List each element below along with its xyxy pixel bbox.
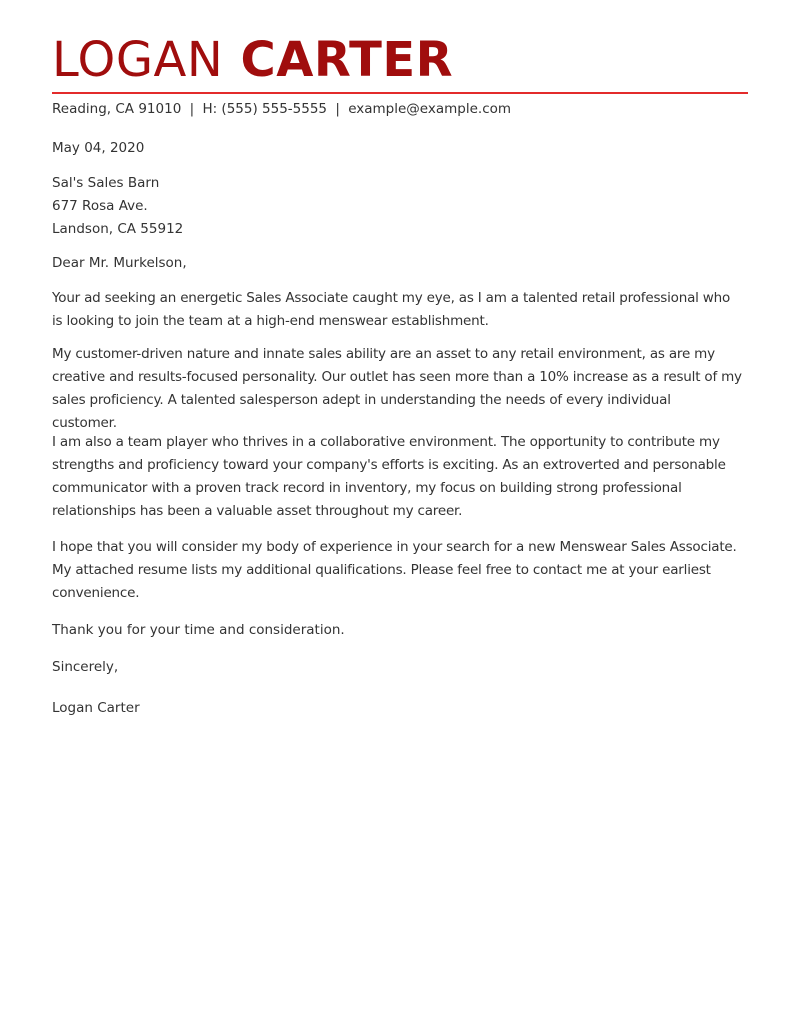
contact-separator: | (335, 101, 340, 117)
paragraph-line: is looking to join the team at a high-end menswear establishment. (52, 313, 489, 329)
paragraph-line: sales proficiency. A talented salesperson adept in understanding the needs of every individual (52, 392, 671, 408)
salutation: Dear Mr. Murkelson, (52, 255, 187, 271)
recipient-city: Landson, CA 55912 (52, 221, 184, 237)
contact-separator: | (189, 101, 195, 117)
paragraph-line: My customer-driven nature and innate sales ability are an asset to any retail environment, as are my (52, 346, 715, 362)
header-divider (52, 92, 748, 94)
closing-thanks: Thank you for your time and consideration. (52, 622, 345, 638)
contact-line (52, 99, 511, 119)
paragraph-line: I am also a team player who thrives in a collaborative environment. The opportunity to contribute my (52, 434, 720, 450)
first-name: LOGAN (52, 32, 224, 88)
last-name: CARTER (240, 32, 454, 88)
contact-email[interactable]: example@example.com (348, 101, 512, 117)
recipient-address (52, 172, 183, 241)
body-paragraph-2 (52, 343, 752, 435)
recipient-street: 677 Rosa Ave. (52, 198, 148, 214)
body-paragraph-4 (52, 536, 752, 605)
applicant-name (52, 32, 453, 88)
paragraph-line: relationships has been a valuable asset throughout my career. (52, 503, 463, 519)
paragraph-line: communicator with a proven track record in inventory, my focus on building strong professional (52, 480, 682, 496)
signature: Logan Carter (52, 700, 140, 716)
letter-date: May 04, 2020 (52, 140, 145, 156)
sign-off: Sincerely, (52, 659, 119, 675)
recipient-company: Sal's Sales Barn (52, 175, 160, 191)
body-paragraph-1 (52, 287, 752, 333)
paragraph-line: convenience. (52, 585, 140, 601)
body-paragraph-3 (52, 431, 752, 523)
paragraph-line: My attached resume lists my additional qualifications. Please feel free to contact me at your earliest (52, 562, 711, 578)
paragraph-line: I hope that you will consider my body of experience in your search for a new Menswear Sales Associate. (52, 539, 737, 555)
contact-phone: H: (555) 555-5555 (202, 101, 328, 117)
paragraph-line: strengths and proficiency toward your company's efforts is exciting. As an extroverted and personable (52, 457, 726, 473)
paragraph-line: creative and results-focused personality. Our outlet has seen more than a 10% increase as a result of my (52, 369, 742, 385)
contact-address: Reading, CA 91010 (52, 101, 182, 117)
paragraph-line: customer. (52, 415, 117, 431)
paragraph-line: Your ad seeking an energetic Sales Associate caught my eye, as I am a talented retail professional who (52, 290, 731, 306)
